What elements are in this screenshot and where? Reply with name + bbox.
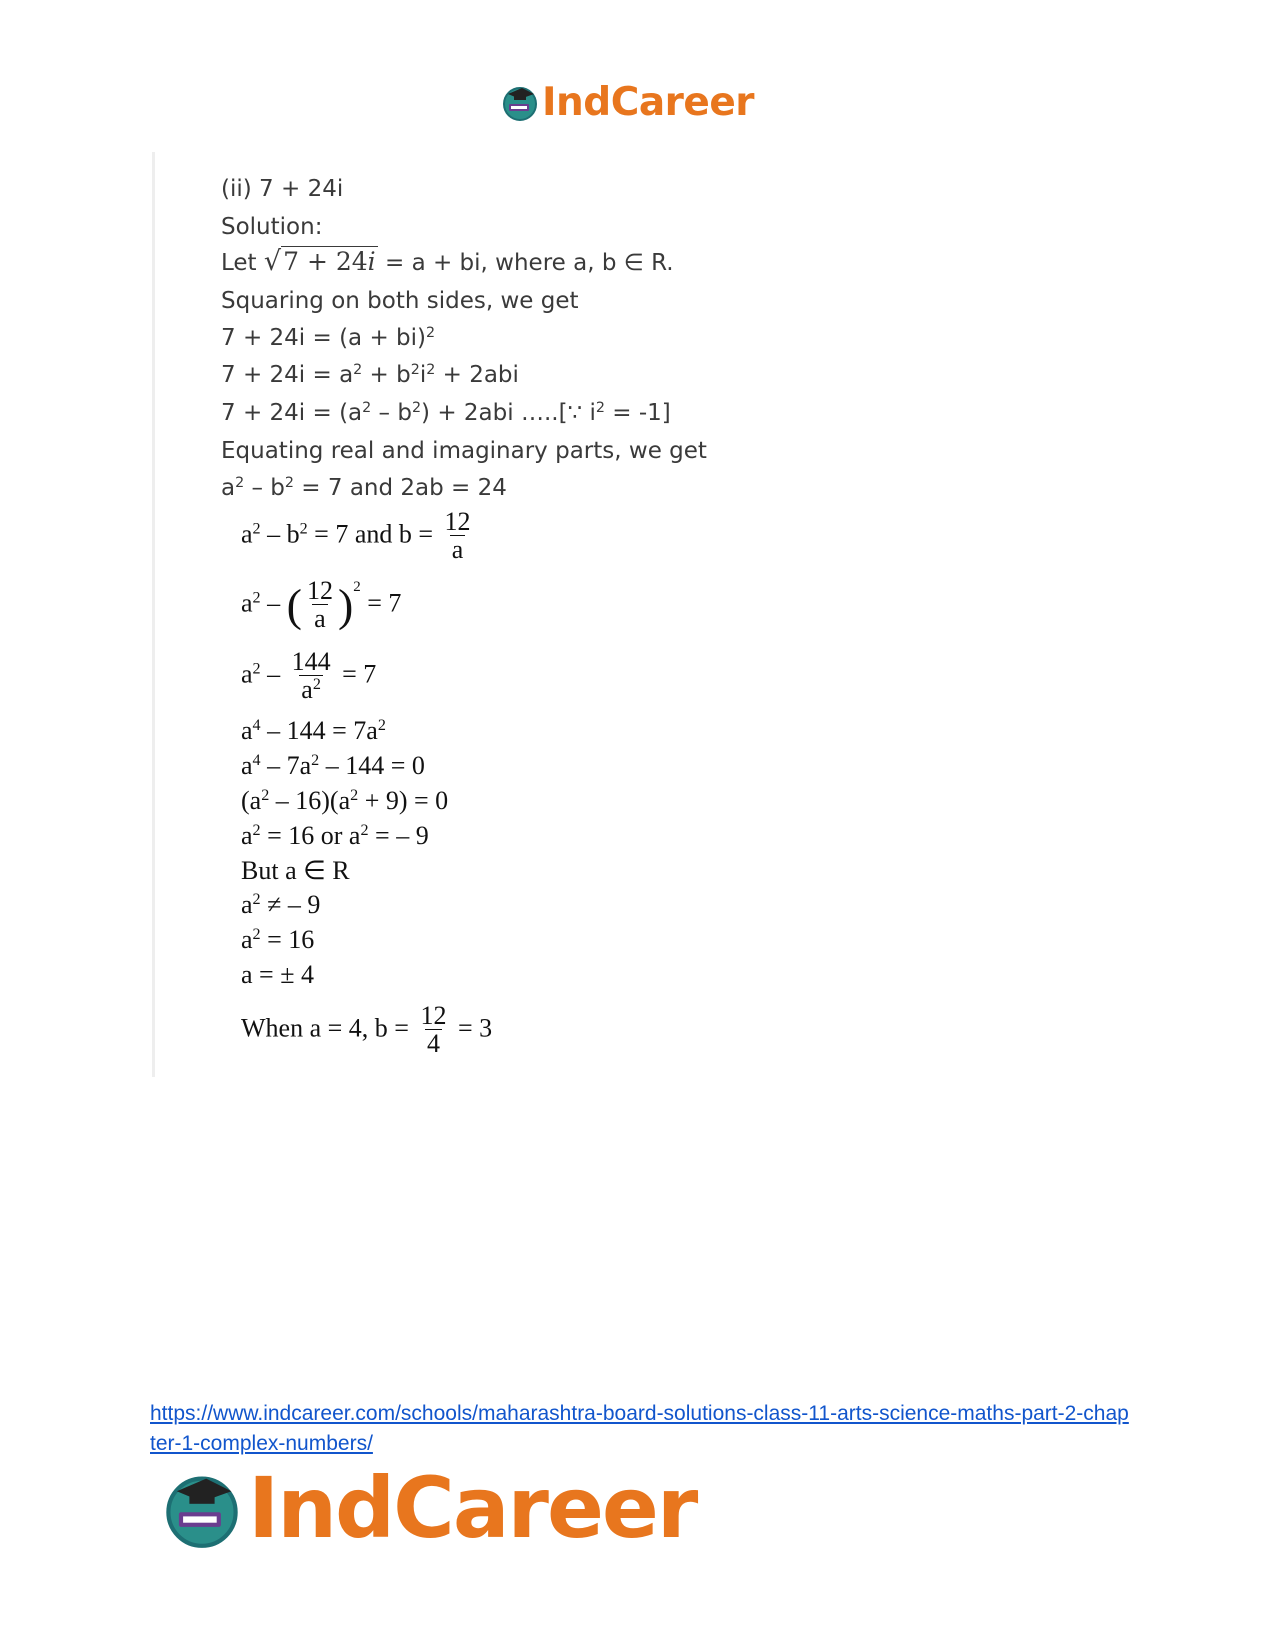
math-line: a = ± 4 <box>241 960 314 989</box>
fraction: $\frac{12}{a}$ <box>444 507 471 565</box>
square-root: √7 + 24i <box>263 246 376 277</box>
solution-block <box>152 152 855 1077</box>
graduation-globe-icon <box>160 1466 244 1550</box>
header-logo <box>500 78 754 126</box>
logo-text: IndCareer <box>542 79 754 125</box>
math-line: $(a^2 - 16)(a^2 + 9) = 0$ <box>241 786 449 815</box>
equation-line: 7 + 24i = (a + bi)$^2$ <box>221 325 436 351</box>
graduation-globe-icon <box>500 82 540 122</box>
fraction: $\frac{144}{a^2}$ <box>291 647 331 705</box>
equation-line: $a^2 - b^2 = 7$ and 2ab = 24 <box>221 475 507 501</box>
math-line: $a^2$ – ( $\frac{12}{a}$ )$^2$ = 7 <box>241 576 402 634</box>
equating-text: Equating real and imaginary parts, we get <box>221 438 707 464</box>
fraction: $\frac{12}{4}$ <box>420 1001 447 1059</box>
math-line: $a^4 - 7a^2 - 144 = 0$ <box>241 751 425 780</box>
math-line: But a ∈ R <box>241 856 350 885</box>
math-line: $a^2 = 16$ or $a^2$ = – 9 <box>241 821 429 850</box>
math-line: $a^2$ ≠ – 9 <box>241 890 321 919</box>
logo-text: IndCareer <box>248 1459 697 1557</box>
source-link[interactable]: https://www.indcareer.com/schools/maharashtra-board-solutions-class-11-arts-science-maths-part-2-chapter-1-complex-numbers/ <box>150 1402 1129 1455</box>
equation-line: $7 + 24i = (a^2 - b^2) + 2abi$ …..[∵ $i^2 = -1$] <box>221 400 671 426</box>
footer-logo <box>160 1459 697 1557</box>
question-label: (ii) 7 + 24i <box>221 176 344 202</box>
math-line: $a^4 - 144 = 7a^2$ <box>241 716 386 745</box>
solution-label: Solution: <box>221 214 323 240</box>
math-line: $a^2 = 16$ <box>241 925 315 954</box>
let-line: Let √7 + 24i = a + bi, where a, b ∈ R. <box>221 246 674 277</box>
math-line: When a = 4, b = $\frac{12}{4}$ = 3 <box>241 1001 493 1059</box>
fraction: $\frac{12}{a}$ <box>306 576 333 634</box>
math-line: $a^2$ – $\frac{144}{a^2}$ = 7 <box>241 647 377 705</box>
squaring-text: Squaring on both sides, we get <box>221 288 579 314</box>
equation-line: $7 + 24i = a^2 + b^2i^2 + 2abi$ <box>221 362 519 388</box>
math-line: $a^2 - b^2 = 7$ and b = $\frac{12}{a}$ <box>241 507 471 565</box>
